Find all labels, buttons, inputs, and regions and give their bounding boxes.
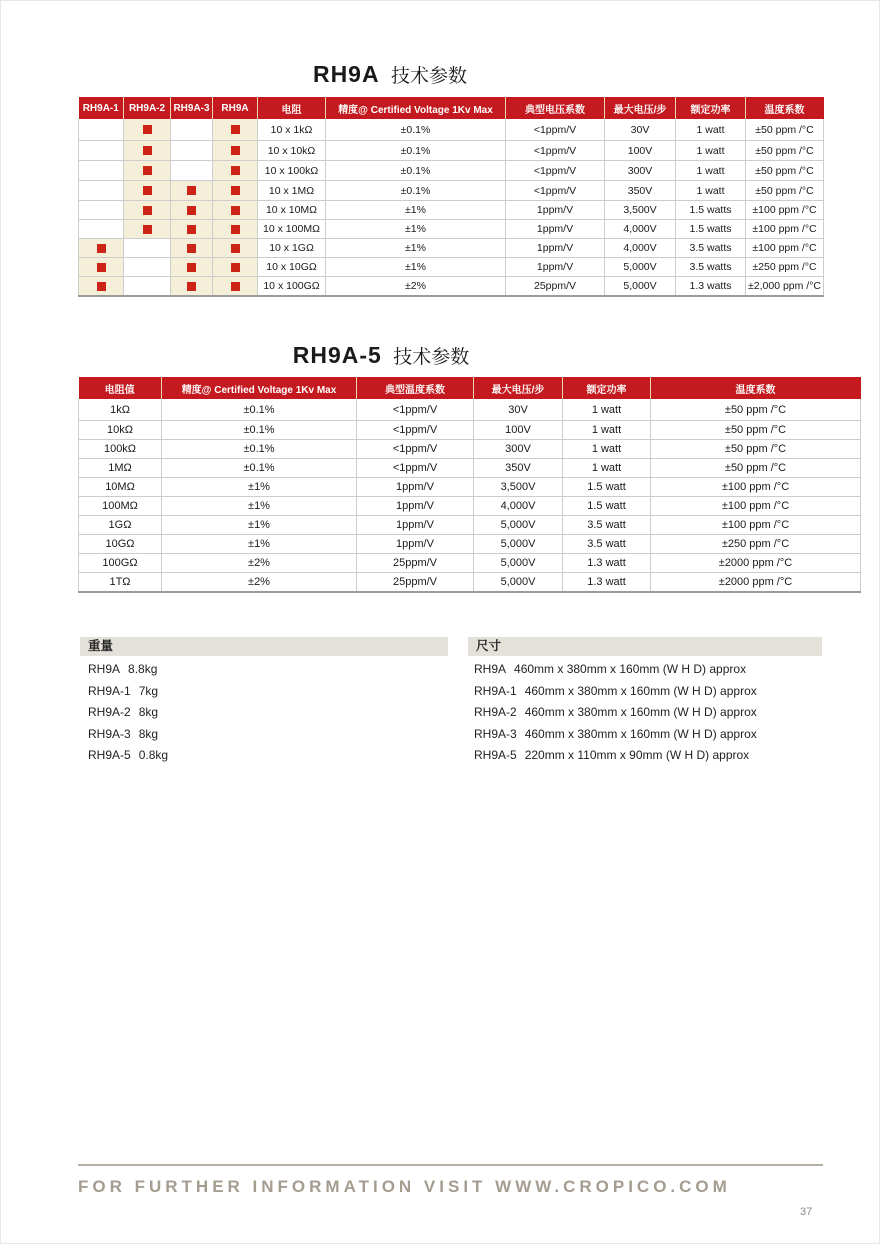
- column-header: RH9A-1: [79, 97, 124, 119]
- value-cell: 10 x 10kΩ: [258, 141, 326, 161]
- value-cell: 1.5 watts: [676, 201, 746, 220]
- table-row: [79, 440, 861, 459]
- model-available-cell: [171, 239, 213, 258]
- value-cell: ±0.1%: [326, 181, 506, 201]
- table-row: [79, 554, 861, 573]
- availability-square-icon: [143, 206, 152, 215]
- dimension-item: [474, 745, 757, 767]
- rh9a5-table-body: [79, 399, 861, 592]
- weight-item: [88, 724, 168, 746]
- value-cell: ±250 ppm /°C: [746, 258, 824, 277]
- value-cell: ±0.1%: [162, 421, 357, 440]
- model-empty-cell: [79, 220, 124, 239]
- footer-text: FOR FURTHER INFORMATION VISIT WWW.CROPICO.COM: [78, 1177, 731, 1196]
- value-cell: <1ppm/V: [506, 119, 605, 141]
- model-available-cell: [124, 141, 171, 161]
- value-cell: 5,000V: [474, 535, 563, 554]
- value-cell: 1ppm/V: [357, 516, 474, 535]
- item-model-name: RH9A-1: [88, 683, 131, 698]
- value-cell: ±50 ppm /°C: [651, 399, 861, 421]
- availability-square-icon: [231, 186, 240, 195]
- value-cell: ±1%: [162, 497, 357, 516]
- value-cell: 10 x 10GΩ: [258, 258, 326, 277]
- model-available-cell: [171, 258, 213, 277]
- model-available-cell: [213, 181, 258, 201]
- model-empty-cell: [171, 119, 213, 141]
- model-empty-cell: [171, 141, 213, 161]
- value-cell: 3,500V: [605, 201, 676, 220]
- value-cell: 1ppm/V: [506, 258, 605, 277]
- table-row: [79, 277, 824, 297]
- item-value: 460mm x 380mm x 160mm (W H D) approx: [514, 662, 747, 676]
- column-header: 精度@ Certified Voltage 1Kv Max: [326, 97, 506, 119]
- value-cell: 1 watt: [563, 421, 651, 440]
- model-available-cell: [171, 220, 213, 239]
- item-value: 0.8kg: [138, 748, 169, 762]
- availability-square-icon: [231, 225, 240, 234]
- value-cell: 10 x 10MΩ: [258, 201, 326, 220]
- value-cell: 1.5 watt: [563, 497, 651, 516]
- availability-square-icon: [231, 206, 240, 215]
- value-cell: 25ppm/V: [357, 573, 474, 593]
- value-cell: 25ppm/V: [357, 554, 474, 573]
- model-empty-cell: [124, 258, 171, 277]
- value-cell: ±50 ppm /°C: [746, 141, 824, 161]
- value-cell: ±250 ppm /°C: [651, 535, 861, 554]
- title-model-name: RH9A: [312, 61, 380, 87]
- value-cell: ±0.1%: [162, 440, 357, 459]
- value-cell: 300V: [605, 161, 676, 181]
- value-cell: 100GΩ: [79, 554, 162, 573]
- item-model-name: RH9A-2: [88, 705, 131, 719]
- model-available-cell: [213, 239, 258, 258]
- value-cell: <1ppm/V: [357, 421, 474, 440]
- column-header: 额定功率: [563, 377, 651, 399]
- value-cell: <1ppm/V: [506, 181, 605, 201]
- value-cell: 1MΩ: [79, 459, 162, 478]
- model-available-cell: [213, 161, 258, 181]
- value-cell: 1TΩ: [79, 573, 162, 593]
- table-row: [79, 399, 861, 421]
- value-cell: 350V: [605, 181, 676, 201]
- value-cell: ±50 ppm /°C: [651, 459, 861, 478]
- availability-square-icon: [187, 282, 196, 291]
- table-row: [79, 497, 861, 516]
- weight-list: [88, 659, 168, 767]
- value-cell: 5,000V: [474, 554, 563, 573]
- model-empty-cell: [79, 119, 124, 141]
- value-cell: 1ppm/V: [357, 497, 474, 516]
- value-cell: 1GΩ: [79, 516, 162, 535]
- value-cell: 1 watt: [676, 161, 746, 181]
- value-cell: 5,000V: [474, 516, 563, 535]
- value-cell: 3,500V: [474, 478, 563, 497]
- value-cell: 350V: [474, 459, 563, 478]
- model-available-cell: [79, 277, 124, 297]
- column-header: 最大电压/步: [605, 97, 676, 119]
- value-cell: ±50 ppm /°C: [651, 421, 861, 440]
- value-cell: 30V: [474, 399, 563, 421]
- value-cell: <1ppm/V: [506, 161, 605, 181]
- value-cell: 4,000V: [605, 220, 676, 239]
- value-cell: 4,000V: [474, 497, 563, 516]
- value-cell: 1 watt: [563, 459, 651, 478]
- value-cell: 100MΩ: [79, 497, 162, 516]
- availability-square-icon: [187, 263, 196, 272]
- table-row: [79, 459, 861, 478]
- model-available-cell: [213, 119, 258, 141]
- availability-square-icon: [143, 186, 152, 195]
- column-header: 最大电压/步: [474, 377, 563, 399]
- value-cell: ±100 ppm /°C: [746, 201, 824, 220]
- value-cell: <1ppm/V: [357, 399, 474, 421]
- value-cell: 5,000V: [605, 277, 676, 297]
- value-cell: 3.5 watts: [676, 258, 746, 277]
- value-cell: ±2%: [162, 554, 357, 573]
- dimension-item: [474, 681, 757, 703]
- value-cell: 1 watt: [676, 141, 746, 161]
- value-cell: 30V: [605, 119, 676, 141]
- dimensions-list: [474, 659, 757, 767]
- value-cell: 1kΩ: [79, 399, 162, 421]
- value-cell: ±1%: [162, 516, 357, 535]
- item-model-name: RH9A-3: [474, 726, 517, 741]
- value-cell: ±2000 ppm /°C: [651, 554, 861, 573]
- model-available-cell: [124, 119, 171, 141]
- value-cell: ±50 ppm /°C: [746, 119, 824, 141]
- value-cell: ±1%: [326, 220, 506, 239]
- table-row: [79, 421, 861, 440]
- dimensions-section-header: 尺寸: [468, 637, 822, 656]
- table-row: [79, 161, 824, 181]
- model-available-cell: [213, 277, 258, 297]
- value-cell: 10GΩ: [79, 535, 162, 554]
- value-cell: 1.3 watt: [563, 573, 651, 593]
- model-available-cell: [171, 181, 213, 201]
- value-cell: 100V: [474, 421, 563, 440]
- model-empty-cell: [79, 141, 124, 161]
- value-cell: ±1%: [326, 239, 506, 258]
- value-cell: ±2%: [162, 573, 357, 593]
- availability-square-icon: [231, 244, 240, 253]
- table-row: [79, 181, 824, 201]
- value-cell: ±0.1%: [326, 161, 506, 181]
- value-cell: 10MΩ: [79, 478, 162, 497]
- model-available-cell: [171, 277, 213, 297]
- value-cell: 4,000V: [605, 239, 676, 258]
- model-available-cell: [171, 201, 213, 220]
- value-cell: 25ppm/V: [506, 277, 605, 297]
- availability-square-icon: [187, 244, 196, 253]
- value-cell: 1 watt: [676, 119, 746, 141]
- value-cell: 10 x 1GΩ: [258, 239, 326, 258]
- value-cell: 1ppm/V: [506, 220, 605, 239]
- item-value: 8kg: [138, 705, 159, 719]
- item-model-name: RH9A-5: [88, 748, 131, 762]
- value-cell: 1 watt: [563, 440, 651, 459]
- value-cell: 1ppm/V: [357, 478, 474, 497]
- value-cell: 100V: [605, 141, 676, 161]
- value-cell: ±100 ppm /°C: [746, 220, 824, 239]
- availability-square-icon: [97, 282, 106, 291]
- rh9a5-spec-table: [78, 377, 861, 593]
- title-suffix-text: 技术参数: [393, 347, 470, 368]
- availability-square-icon: [143, 125, 152, 134]
- column-header: 典型电压系数: [506, 97, 605, 119]
- title-model-name: RH9A-5: [292, 342, 382, 368]
- value-cell: 5,000V: [605, 258, 676, 277]
- availability-square-icon: [231, 146, 240, 155]
- value-cell: 5,000V: [474, 573, 563, 593]
- model-empty-cell: [124, 239, 171, 258]
- item-model-name: RH9A: [474, 662, 507, 676]
- availability-square-icon: [231, 125, 240, 134]
- value-cell: ±1%: [326, 258, 506, 277]
- item-value: 220mm x 110mm x 90mm (W H D) approx: [524, 748, 750, 762]
- value-cell: ±1%: [326, 201, 506, 220]
- value-cell: 10 x 100MΩ: [258, 220, 326, 239]
- value-cell: ±2,000 ppm /°C: [746, 277, 824, 297]
- availability-square-icon: [187, 186, 196, 195]
- availability-square-icon: [231, 263, 240, 272]
- title-suffix-text: 技术参数: [391, 66, 468, 87]
- value-cell: 1ppm/V: [506, 201, 605, 220]
- model-available-cell: [124, 181, 171, 201]
- column-header: 额定功率: [676, 97, 746, 119]
- dimension-item: [474, 659, 757, 681]
- value-cell: ±0.1%: [326, 141, 506, 161]
- value-cell: 1ppm/V: [506, 239, 605, 258]
- model-available-cell: [79, 239, 124, 258]
- weight-item: [88, 659, 168, 681]
- value-cell: 3.5 watt: [563, 535, 651, 554]
- table-row: [79, 220, 824, 239]
- availability-square-icon: [97, 244, 106, 253]
- column-header: RH9A: [213, 97, 258, 119]
- availability-square-icon: [97, 263, 106, 272]
- value-cell: ±50 ppm /°C: [746, 161, 824, 181]
- availability-square-icon: [143, 225, 152, 234]
- value-cell: ±0.1%: [162, 459, 357, 478]
- model-available-cell: [124, 201, 171, 220]
- value-cell: 10 x 1kΩ: [258, 119, 326, 141]
- item-model-name: RH9A-5: [474, 748, 517, 762]
- item-model-name: RH9A: [88, 662, 121, 676]
- item-model-name: RH9A-2: [474, 705, 517, 719]
- dimension-item: [474, 702, 757, 724]
- item-value: 460mm x 380mm x 160mm (W H D) approx: [524, 683, 757, 698]
- column-header: 电阻值: [79, 377, 162, 399]
- table-row: [79, 573, 861, 593]
- rh9a-table-body: [79, 119, 824, 296]
- model-available-cell: [213, 220, 258, 239]
- column-header: RH9A-2: [124, 97, 171, 119]
- value-cell: ±50 ppm /°C: [746, 181, 824, 201]
- value-cell: 1.3 watt: [563, 554, 651, 573]
- value-cell: 300V: [474, 440, 563, 459]
- column-header: 电阻: [258, 97, 326, 119]
- item-value: 460mm x 380mm x 160mm (W H D) approx: [524, 726, 757, 741]
- table-row: [79, 119, 824, 141]
- table-row: [79, 535, 861, 554]
- availability-square-icon: [143, 166, 152, 175]
- value-cell: ±100 ppm /°C: [746, 239, 824, 258]
- value-cell: 1.5 watt: [563, 478, 651, 497]
- value-cell: ±1%: [162, 478, 357, 497]
- rh9a-table-title: [0, 61, 780, 88]
- rh9a5-table-title: [0, 342, 762, 369]
- footer-divider: [78, 1164, 823, 1166]
- item-value: 8.8kg: [128, 662, 158, 676]
- value-cell: <1ppm/V: [357, 440, 474, 459]
- value-cell: ±2000 ppm /°C: [651, 573, 861, 593]
- dimension-item: [474, 724, 757, 746]
- model-available-cell: [79, 258, 124, 277]
- weight-item: [88, 681, 168, 703]
- weight-section-header: 重量: [80, 637, 448, 656]
- table-header-row: [79, 377, 861, 399]
- table-header-row: [79, 97, 824, 119]
- table-row: [79, 141, 824, 161]
- item-model-name: RH9A-3: [88, 726, 131, 741]
- model-empty-cell: [79, 181, 124, 201]
- value-cell: 3.5 watt: [563, 516, 651, 535]
- column-header: 温度系数: [746, 97, 824, 119]
- value-cell: ±50 ppm /°C: [651, 440, 861, 459]
- model-available-cell: [213, 201, 258, 220]
- value-cell: ±0.1%: [162, 399, 357, 421]
- column-header: RH9A-3: [171, 97, 213, 119]
- column-header: 精度@ Certified Voltage 1Kv Max: [162, 377, 357, 399]
- availability-square-icon: [187, 206, 196, 215]
- value-cell: 10 x 100kΩ: [258, 161, 326, 181]
- model-available-cell: [213, 258, 258, 277]
- model-empty-cell: [79, 161, 124, 181]
- item-value: 460mm x 380mm x 160mm (W H D) approx: [524, 705, 757, 719]
- value-cell: ±0.1%: [326, 119, 506, 141]
- availability-square-icon: [143, 146, 152, 155]
- table-row: [79, 478, 861, 497]
- model-available-cell: [124, 220, 171, 239]
- value-cell: 100kΩ: [79, 440, 162, 459]
- model-empty-cell: [171, 161, 213, 181]
- availability-square-icon: [231, 282, 240, 291]
- model-available-cell: [124, 161, 171, 181]
- value-cell: 1ppm/V: [357, 535, 474, 554]
- table-row: [79, 239, 824, 258]
- availability-square-icon: [187, 225, 196, 234]
- item-value: 7kg: [138, 683, 159, 698]
- rh9a-spec-table: [78, 97, 824, 297]
- value-cell: <1ppm/V: [506, 141, 605, 161]
- value-cell: ±2%: [326, 277, 506, 297]
- value-cell: ±1%: [162, 535, 357, 554]
- model-available-cell: [213, 141, 258, 161]
- value-cell: <1ppm/V: [357, 459, 474, 478]
- column-header: 典型温度系数: [357, 377, 474, 399]
- value-cell: 10 x 100GΩ: [258, 277, 326, 297]
- value-cell: 10kΩ: [79, 421, 162, 440]
- value-cell: ±100 ppm /°C: [651, 516, 861, 535]
- model-empty-cell: [124, 277, 171, 297]
- weight-item: [88, 745, 168, 767]
- value-cell: 1.5 watts: [676, 220, 746, 239]
- item-value: 8kg: [138, 726, 159, 741]
- item-model-name: RH9A-1: [474, 683, 517, 698]
- weight-item: [88, 702, 168, 724]
- availability-square-icon: [231, 166, 240, 175]
- value-cell: 1 watt: [676, 181, 746, 201]
- table-row: [79, 516, 861, 535]
- page-number: 37: [800, 1206, 813, 1218]
- value-cell: ±100 ppm /°C: [651, 497, 861, 516]
- model-empty-cell: [79, 201, 124, 220]
- table-row: [79, 258, 824, 277]
- value-cell: 1 watt: [563, 399, 651, 421]
- value-cell: ±100 ppm /°C: [651, 478, 861, 497]
- value-cell: 10 x 1MΩ: [258, 181, 326, 201]
- value-cell: 3.5 watts: [676, 239, 746, 258]
- value-cell: 1.3 watts: [676, 277, 746, 297]
- table-row: [79, 201, 824, 220]
- column-header: 温度系数: [651, 377, 861, 399]
